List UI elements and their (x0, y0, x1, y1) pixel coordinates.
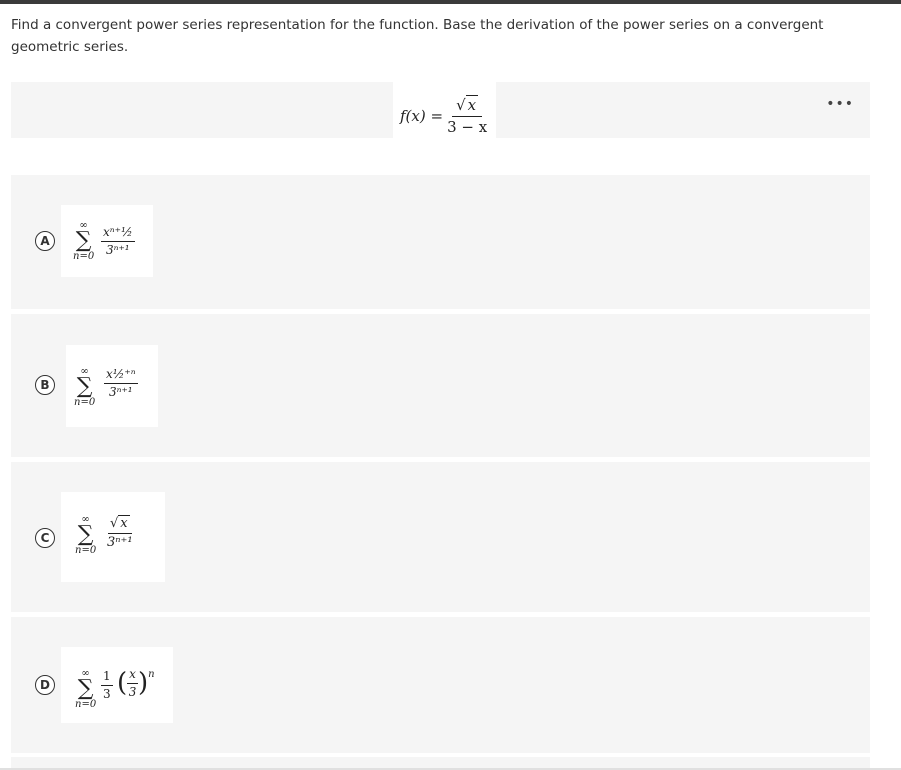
function-denominator: 3 − x (447, 118, 488, 136)
option-c-denominator: 3ⁿ⁺¹ (107, 535, 133, 550)
sigma-icon: ∞ ∑ n=0 (73, 220, 95, 262)
option-d-radio[interactable]: D (35, 675, 55, 695)
option-a[interactable] (11, 175, 870, 309)
function-panel (11, 82, 870, 138)
option-b-formula (66, 345, 158, 427)
function-lhs: f(x) = (400, 107, 444, 125)
option-d-exponent: n (148, 669, 155, 680)
option-c-formula (61, 492, 165, 582)
sigma-icon: ∞ ∑ n=0 (74, 366, 96, 408)
question-prompt: Find a convergent power series representation for the function. Base the derivation of the power series on a convergent geometric series. (11, 17, 824, 55)
option-a-radio[interactable]: A (35, 231, 55, 251)
sigma-icon: ∞ ∑ n=0 (75, 514, 97, 556)
function-fraction (447, 96, 487, 136)
sqrt-icon: √ (456, 96, 466, 114)
function-expression (400, 96, 487, 136)
sqrt-icon: √ (109, 516, 119, 531)
option-a-fraction (101, 225, 135, 257)
top-bar (0, 0, 901, 4)
option-c-fraction (107, 516, 133, 550)
option-d-formula (61, 647, 173, 723)
option-b[interactable] (11, 314, 870, 457)
option-d-coefficient: $\frac{1}{3}$ (103, 669, 111, 701)
option-d-power-term: ( $\frac{x}{3}$ ) n (117, 667, 155, 699)
function-display (393, 82, 496, 138)
option-b-denominator: 3ⁿ⁺¹ (108, 385, 133, 399)
option-c-numerator: x (120, 516, 128, 531)
sigma-icon: ∞ ∑ n=0 (75, 668, 97, 710)
more-options-icon[interactable]: ••• (826, 96, 854, 112)
option-c-radio[interactable]: C (35, 528, 55, 548)
function-numerator: x (467, 96, 477, 114)
option-a-formula (61, 205, 153, 277)
option-b-fraction (104, 367, 138, 399)
option-d[interactable] (11, 617, 870, 753)
option-b-radio[interactable]: B (35, 375, 55, 395)
option-c[interactable] (11, 462, 870, 612)
option-a-denominator: 3ⁿ⁺¹ (105, 243, 130, 257)
option-b-numerator: x½⁺ⁿ (104, 367, 138, 384)
option-a-numerator: xⁿ⁺½ (101, 225, 135, 242)
